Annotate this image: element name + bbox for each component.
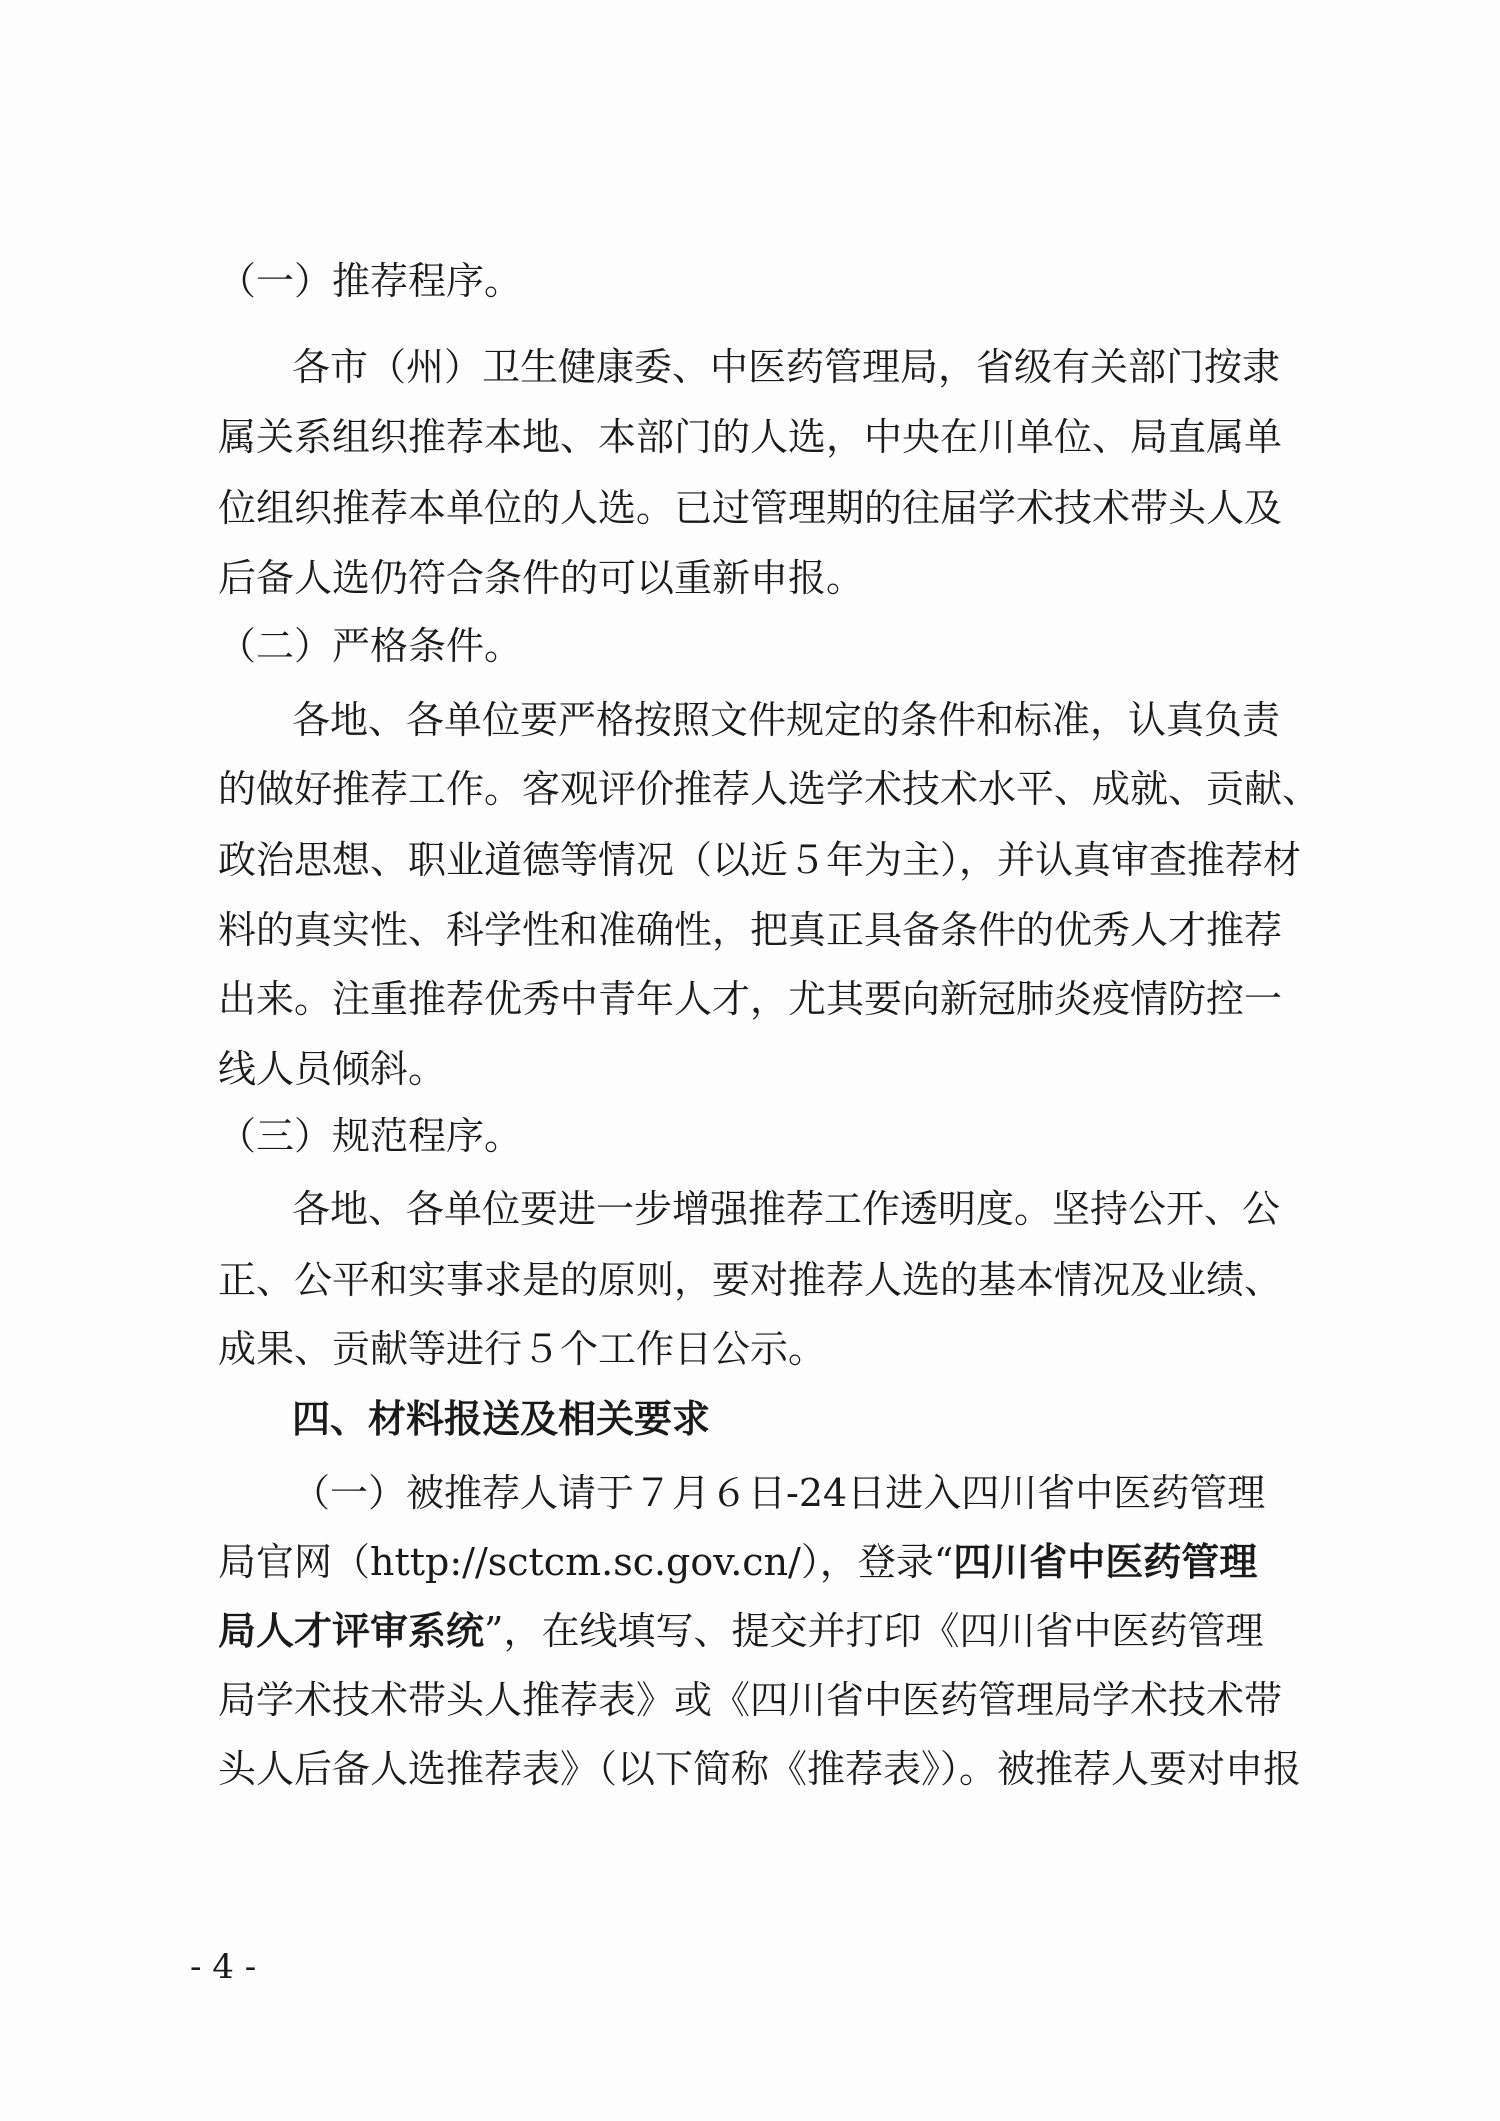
system-name-bold-part1: 四川省中医药管理 <box>953 1540 1258 1584</box>
paragraph-line: 局学术技术带头人推荐表》或《四川省中医药管理局学术技术带 <box>218 1678 1283 1722</box>
paragraph-line: 线人员倾斜。 <box>218 1047 447 1091</box>
section-heading-materials: 四、材料报送及相关要求 <box>292 1397 711 1441</box>
subheading-recommendation-procedure: （一）推荐程序。 <box>218 259 523 303</box>
paragraph-line: 各市（州）卫生健康委、中医药管理局，省级有关部门按隶 <box>292 345 1281 389</box>
paragraph-line: 位组织推荐本单位的人选。已过管理期的往届学术技术带头人及 <box>218 486 1283 530</box>
subheading-standardized-procedure: （三）规范程序。 <box>218 1114 523 1158</box>
page-number: - 4 - <box>190 1947 257 1987</box>
paragraph-line: 属关系组织推荐本地、本部门的人选，中央在川单位、局直属单 <box>218 415 1283 459</box>
system-name-bold-part2: 局人才评审系统 <box>218 1609 485 1653</box>
paragraph-line: 正、公平和实事求是的原则，要对推荐人选的基本情况及业绩、 <box>218 1258 1283 1302</box>
paragraph-line: 头人后备人选推荐表》（以下简称《推荐表》）。被推荐人要对申报 <box>218 1747 1302 1791</box>
paragraph-text: ”，在线填写、提交并打印《四川省中医药管理 <box>484 1609 1264 1653</box>
paragraph-line: 各地、各单位要进一步增强推荐工作透明度。坚持公开、公 <box>292 1187 1281 1231</box>
paragraph-line: 各地、各单位要严格按照文件规定的条件和标准，认真负责 <box>292 698 1281 742</box>
paragraph-line: 出来。注重推荐优秀中青年人才，尤其要向新冠肺炎疫情防控一 <box>218 977 1283 1021</box>
paragraph-line: 成果、贡献等进行５个工作日公示。 <box>218 1327 827 1371</box>
paragraph-line: （一）被推荐人请于７月６日-24日进入四川省中医药管理 <box>292 1471 1266 1515</box>
official-website-text: 局官网（http://sctcm.sc.gov.cn/），登录“ <box>218 1540 954 1584</box>
paragraph-line: 料的真实性、科学性和准确性，把真正具备条件的优秀人才推荐 <box>218 908 1283 952</box>
paragraph-line-with-bold <box>218 1609 1308 1653</box>
subheading-strict-conditions: （二）严格条件。 <box>218 624 523 668</box>
paragraph-line: 政治思想、职业道德等情况（以近５年为主），并认真审查推荐材 <box>218 838 1302 882</box>
paragraph-line: 的做好推荐工作。客观评价推荐人选学术技术水平、成就、贡献、 <box>218 767 1321 811</box>
paragraph-line: 后备人选仍符合条件的可以重新申报。 <box>218 556 865 600</box>
paragraph-line-with-bold <box>218 1540 1308 1584</box>
